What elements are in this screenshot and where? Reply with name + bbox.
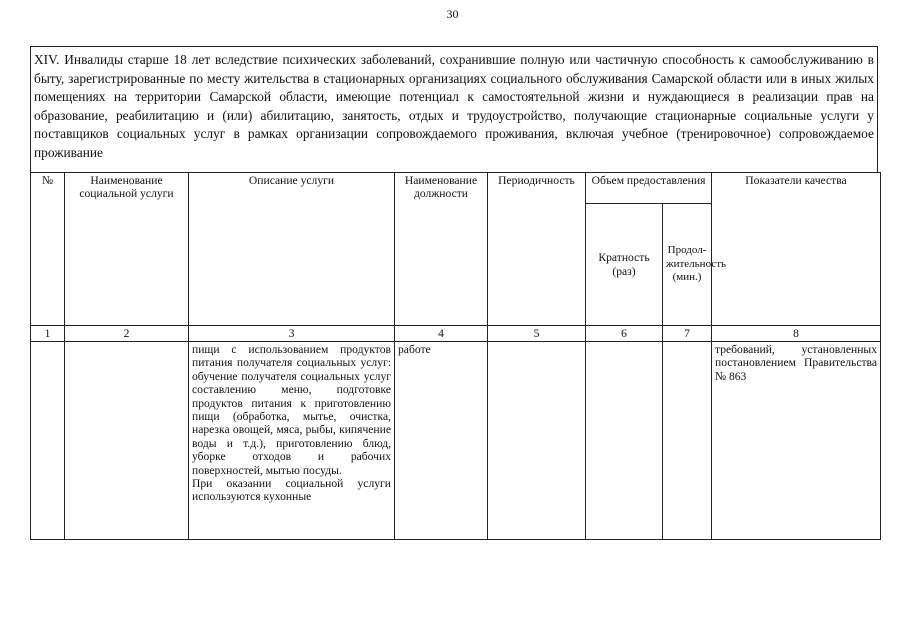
section-heading: XIV. Инвалиды старше 18 лет вследствие психических заболеваний, сохранившие полную или частичную способность к самообслуживанию в быту, зарегистрированные по месту жительства в стационарных организациях социального обслуживания Самарской области или в иных жилых помещениях на территории Самарской области, имеющие потенциал к самостоятельной жизни и нуждающиеся в реализации прав на образование, реабилитацию и (или) абилитацию, занятость, отдых и трудоустройство, получающие стационарные социальные услуги у поставщиков социальных услуг в рамках организации сопровождаемого проживания, включая учебное (тренировочное) сопровождаемое проживание	[30, 46, 878, 172]
row-periodicity	[488, 342, 586, 540]
row-description-text: пищи с использованием продуктов питания получателя социальных услуг: обучение получателя социальных услуг составлению меню, подготовке продуктов питания к приготовлению пищи (обработка, мытье, очистка, нарезка овощей, мяса, рыбы, кипячение воды и т.д.), приготовлению блюд, уборке отходов и рабочих поверхностей, мытью посуды.	[192, 343, 391, 477]
column-number-6: 6	[586, 326, 663, 342]
table-row	[31, 342, 881, 540]
column-number-5: 5	[488, 326, 586, 342]
row-description	[189, 342, 395, 540]
column-number-3: 3	[189, 326, 395, 342]
row-service-name	[65, 342, 189, 540]
column-number-2: 2	[65, 326, 189, 342]
row-duration	[663, 342, 712, 540]
column-number-4: 4	[395, 326, 488, 342]
header-volume: Объем предоставления	[586, 173, 712, 204]
services-table	[30, 172, 881, 540]
row-multiplicity	[586, 342, 663, 540]
header-periodicity: Периодичность	[488, 173, 586, 326]
header-no: №	[31, 173, 65, 326]
header-service-name: Наименование социальной услуги	[65, 173, 189, 326]
row-no	[31, 342, 65, 540]
row-description-continued: При оказании социальной услуги используются кухонные	[192, 477, 391, 504]
column-number-1: 1	[31, 326, 65, 342]
header-duration: Продол-жительность (мин.)	[663, 204, 712, 326]
header-description: Описание услуги	[189, 173, 395, 326]
page-number: 30	[446, 7, 459, 21]
row-position: работе	[395, 342, 488, 540]
header-position: Наименование должности	[395, 173, 488, 326]
column-number-7: 7	[663, 326, 712, 342]
row-quality: требований, установленных постановлением Правительства № 863	[712, 342, 881, 540]
column-number-8: 8	[712, 326, 881, 342]
header-quality: Показатели качества	[712, 173, 881, 326]
header-multiplicity: Кратность (раз)	[586, 204, 663, 326]
